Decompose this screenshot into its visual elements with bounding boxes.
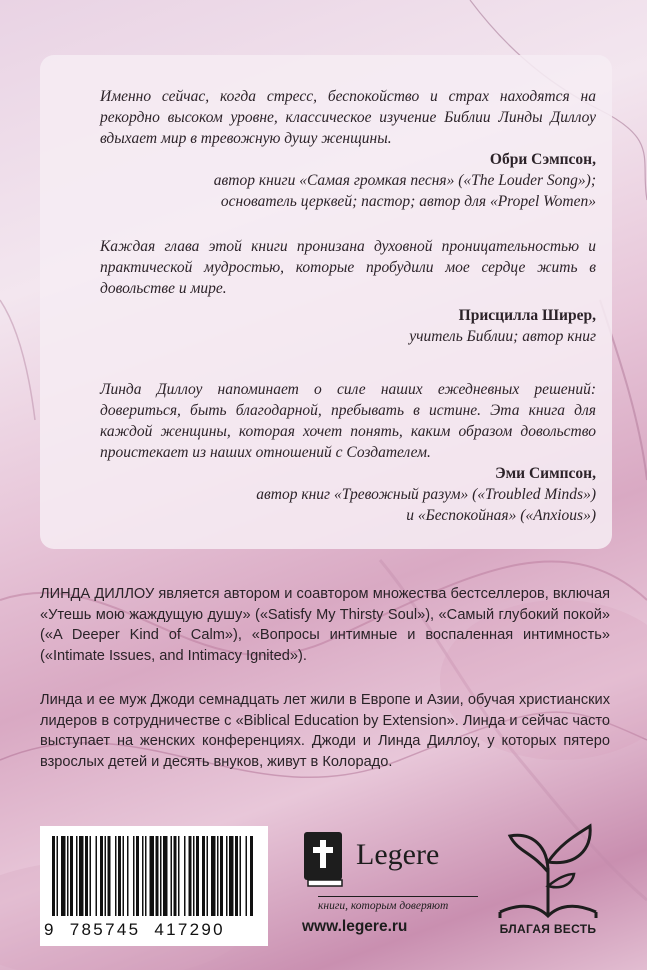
barcode-bar [250,836,253,916]
barcode-bar [226,836,228,916]
quote-2-text: Каждая глава этой книги пронизана духовной проницательностью и практической мудростью, которые пробудили мое сердце жить в довольстве и мире. [100,238,596,297]
barcode-bar [61,836,66,916]
barcode-bar [150,836,155,916]
barcode-bar [133,836,135,916]
quote-3 [100,379,596,526]
barcode-bar [211,836,216,916]
quote-1-author: Обри Сэмпсон, [489,151,596,168]
barcode-bar [57,836,59,916]
barcode-bar [123,836,125,916]
quote-2-author: Присцилла Ширер, [458,307,596,324]
bio-paragraph-2: Линда и ее муж Джоди семнадцать лет жили в Европе и Азии, обучая христианских лидеров в сотрудничестве с «Biblical Education by Extension». Линда и сейчас часто выступает на женских конференциях. Джоди и Линда Диллоу, у которых пятеро взрослых детей и десять внуков, живут в Колорадо. [40,692,610,770]
barcode-bar [174,836,177,916]
barcode-bars [50,836,258,920]
barcode-bar [189,836,192,916]
barcode-bar [193,836,195,916]
barcode-bar [145,836,147,916]
quote-2-role-line-1: учитель Библии; автор книг [409,328,596,345]
barcode-bar [108,836,111,916]
barcode-bar [118,836,121,916]
barcode-bar [96,836,98,916]
barcode-bar [85,836,88,916]
partner-name: БЛАГАЯ ВЕСТЬ [499,922,597,936]
barcode-bar [207,836,209,916]
quote-3-role-line-2: и «Беспокойная» («Anxious») [406,507,596,524]
book-cross-icon [300,830,346,888]
barcode-bar [90,836,92,916]
isbn-number: 9 785745 417290 [44,920,225,939]
barcode-bar [202,836,205,916]
publisher-tagline: книги, которым доверяют [318,896,478,912]
bio-paragraph-1: ЛИНДА ДИЛЛОУ является автором и соавтором множества бестселлеров, включая «Утешь мою жаждущую душу» («Satisfy My Thirsty Soul»), «Самый глубокий покой» («A Deeper Kind of Calm»), «Вопросы интимные и воспаленная интимность» («Intimate Issues, and Intimacy Ignited»). [40,586,610,664]
barcode-bar [160,836,162,916]
barcode-bar [127,836,129,916]
barcode-bar [229,836,234,916]
barcode-bar [100,836,103,916]
barcode-bar [235,836,238,916]
quote-3-author: Эми Симпсон, [495,465,596,482]
barcode-bar [184,836,186,916]
barcode-bar [171,836,173,916]
barcode-bar [217,836,219,916]
barcode-bar [163,836,168,916]
publisher-logo [298,826,478,944]
barcode-bar [70,836,73,916]
quote-1-role-line-2: основатель церквей; пастор; автор для «Propel Women» [220,193,596,210]
barcode-bar [156,836,159,916]
barcode-bar [240,836,242,916]
barcode-bar [246,836,248,916]
barcode-bar [115,836,117,916]
barcode-bar [52,836,55,916]
quote-1 [100,86,596,212]
barcode-bar [79,836,84,916]
barcode-bar [178,836,180,916]
barcode-bar [220,836,223,916]
publisher-name: Legere [356,838,440,871]
barcode-bar [196,836,199,916]
quote-1-role-line-1: автор книги «Самая громкая песня» («The Louder Song»); [213,172,596,189]
publisher-url[interactable]: www.legere.ru [302,918,408,935]
barcode-bar [67,836,69,916]
quote-2 [100,236,596,347]
barcode [40,826,268,946]
quote-3-text: Линда Диллоу напоминает о силе наших ежедневных решений: довериться, быть благодарной, пребывать в истине. Эта книга для каждой женщины, которая хочет понять, каким образом довольство проистекает из наших отношений с Создателем. [100,381,596,461]
barcode-bar [105,836,107,916]
sprout-book-icon [492,822,604,922]
quote-1-text: Именно сейчас, когда стресс, беспокойство и страх находятся на рекордно высоком уровне, классическое изучение Библии Линды Диллоу вдыхает мир в тревожную душу женщины. [100,88,596,147]
barcode-bar [76,836,78,916]
partner-logo [492,822,604,942]
barcode-bar [142,836,144,916]
barcode-bar [136,836,139,916]
quote-3-role-line-1: автор книг «Тревожный разум» («Troubled Minds») [256,486,596,503]
